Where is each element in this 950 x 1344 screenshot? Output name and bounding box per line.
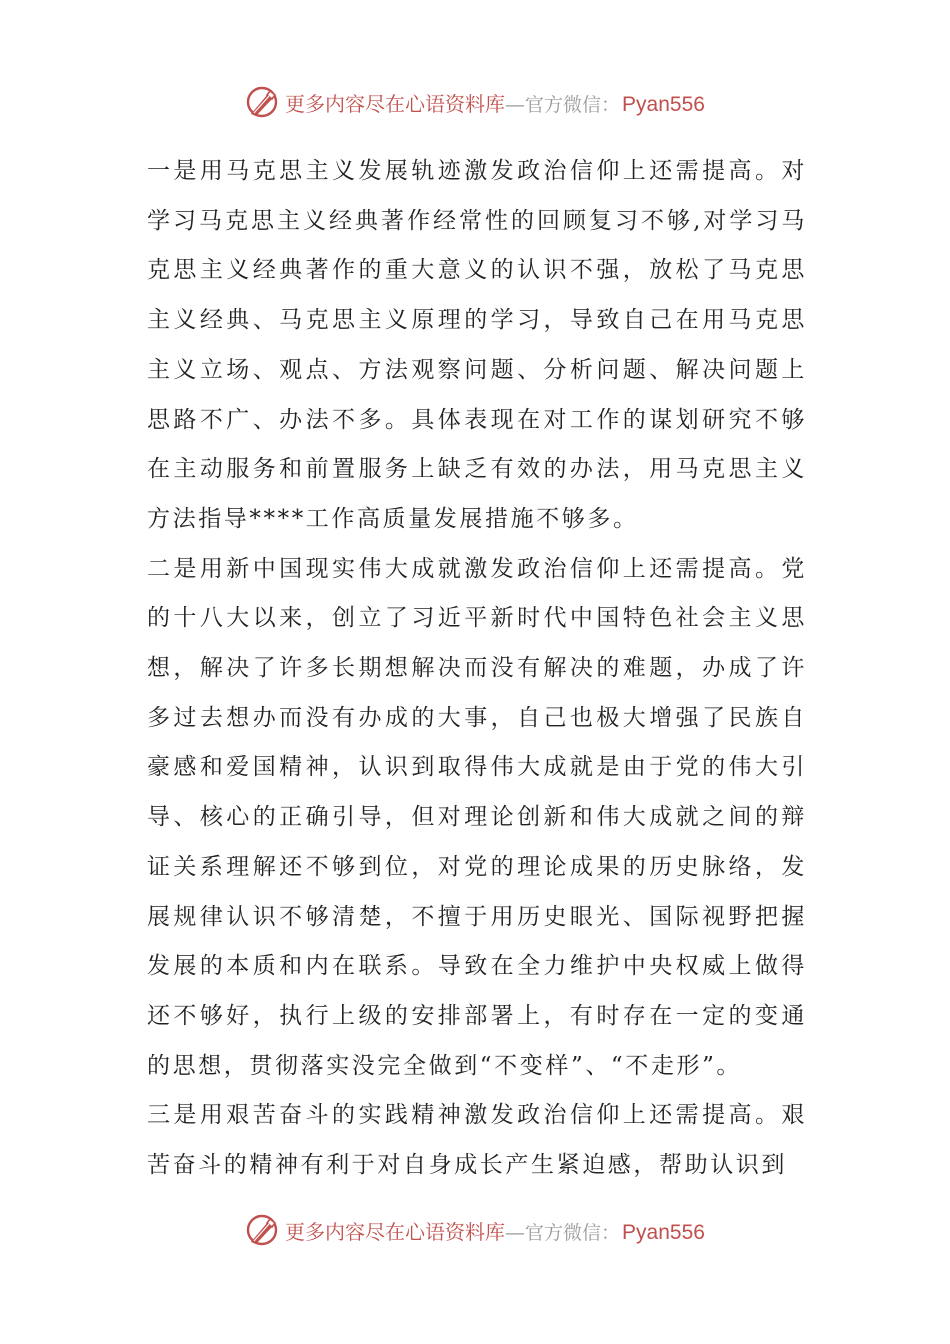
footer-wechat-id: Pyan556	[622, 1220, 705, 1244]
pen-nib-circle-logo-icon	[245, 1213, 279, 1247]
header-wechat-label: 官方微信：	[525, 93, 621, 116]
paragraph-2: 二是用新中国现实伟大成就激发政治信仰上还需提高。党的十八大以来，创立了习近平新时代中国特色社会主义思想，解决了许多长期想解决而没有解决的难题，办成了许多过去想办而没有办成的大事，自己也极大增强了民族自豪感和爱国精神，认识到取得伟大成就是由于党的伟大引导、核心的正确引导，但对理论创新和伟大成就之间的辩证关系理解还不够到位，对党的理论成果的历史脉络，发展规律认识不够清楚，不擅于用历史眼光、国际视野把握发展的本质和内在联系。导致在全力维护中央权威上做得还不够好，执行上级的安排部署上，有时存在一定的变通的思想，贯彻落实没完全做到“不变样”、“不走形”。	[147, 555, 807, 1079]
document-body	[147, 147, 807, 1191]
header-separator: —	[505, 91, 526, 116]
header-banner	[0, 82, 950, 122]
footer-wechat-label: 官方微信：	[525, 1221, 621, 1244]
paragraph-1: 一是用马克思主义发展轨迹激发政治信仰上还需提高。对学习马克思主义经典著作经常性的回顾复习不够,对学习马克思主义经典著作的重大意义的认识不强，放松了马克思主义经典、马克思主义原理的学习，导致自己在用马克思主义立场、观点、方法观察问题、分析问题、解决问题上思路不广、办法不多。具体表现在对工作的谋划研究不够在主动服务和前置服务上缺乏有效的办法，用马克思主义方法指导****工作高质量发展措施不够多。	[147, 158, 807, 532]
header-wechat-id: Pyan556	[622, 92, 705, 116]
footer-main-text: 更多内容尽在心语资料库	[285, 1219, 506, 1244]
footer-banner	[0, 1210, 950, 1250]
pen-nib-circle-logo-icon	[245, 85, 279, 119]
paragraph-3: 三是用艰苦奋斗的实践精神激发政治信仰上还需提高。艰苦奋斗的精神有利于对自身成长产生紧迫感，帮助认识到	[147, 1102, 807, 1179]
footer-separator: —	[505, 1219, 526, 1244]
header-main-text: 更多内容尽在心语资料库	[285, 91, 506, 116]
